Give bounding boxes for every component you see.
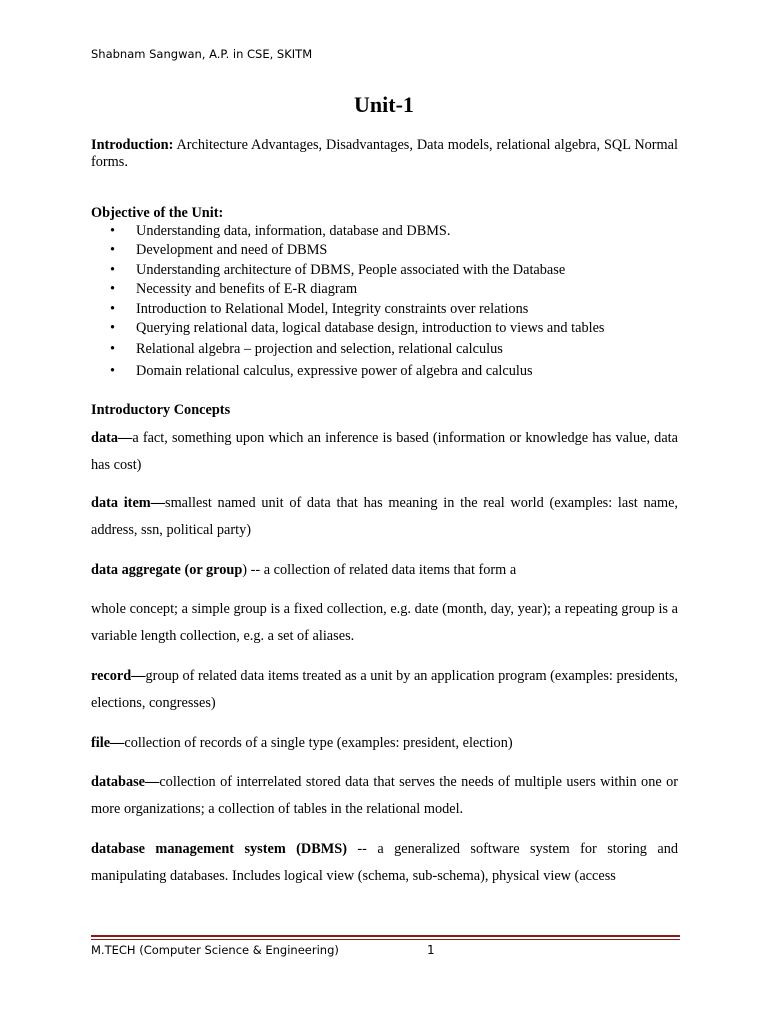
definition-text: ) -- a collection of related data items that form a <box>242 562 517 578</box>
definition-text: -- a generalized software system for storing and manipulating databases. Includes logical view (schema, sub-schema), physical view (access <box>91 841 678 884</box>
objective-item: • Understanding data, information, database and DBMS. <box>110 222 604 241</box>
definition-record <box>91 663 678 717</box>
definition-term: record— <box>91 668 146 684</box>
objective-item: • Development and need of DBMS <box>110 241 604 260</box>
objective-item: • Understanding architecture of DBMS, People associated with the Database <box>110 261 604 280</box>
definition-term: data item— <box>91 495 165 511</box>
unit-title: Unit-1 <box>354 92 414 117</box>
definition-data-aggregate-continued <box>91 596 678 650</box>
definition-data-item <box>91 490 678 544</box>
footer-rule-thin <box>91 939 680 940</box>
definition-term: data— <box>91 430 133 446</box>
page-header-author: Shabnam Sangwan, A.P. in CSE, SKITM <box>91 47 313 61</box>
definition-text: a fact, something upon which an inference is based (information or knowledge has value, data has cost) <box>91 430 678 473</box>
definition-file <box>91 730 678 757</box>
definition-text: collection of records of a single type (examples: president, election) <box>124 735 513 751</box>
objective-item: • Introduction to Relational Model, Integrity constraints over relations <box>110 300 604 319</box>
definition-text: group of related data items treated as a unit by an application program (examples: presidents, elections, congresses) <box>91 668 678 711</box>
definition-term: database— <box>91 774 160 790</box>
definition-data-aggregate <box>91 557 678 584</box>
introduction-text: Architecture Advantages, Disadvantages, Data models, relational algebra, SQL Normal forms. <box>91 137 678 170</box>
definition-data <box>91 425 678 479</box>
definition-text: collection of interrelated stored data that serves the needs of multiple users within one or more organizations; a collection of tables in the relational model. <box>91 774 678 817</box>
objective-item: • Domain relational calculus, expressive power of algebra and calculus <box>110 362 604 384</box>
definition-text: smallest named unit of data that has meaning in the real world (examples: last name, address, ssn, political party) <box>91 495 678 538</box>
definition-dbms <box>91 836 678 890</box>
objective-item: • Querying relational data, logical database design, introduction to views and tables <box>110 319 604 341</box>
objective-item: • Relational algebra – projection and selection, relational calculus <box>110 340 604 362</box>
objective-heading: Objective of the Unit: <box>91 205 224 221</box>
introduction-label: Introduction: <box>91 137 174 153</box>
footer-rule <box>91 935 680 937</box>
objective-list <box>110 222 604 383</box>
definition-term: database management system (DBMS) <box>91 841 347 857</box>
objective-item: • Necessity and benefits of E-R diagram <box>110 280 604 299</box>
definition-term: file— <box>91 735 125 751</box>
page-number: 1 <box>427 943 435 957</box>
introductory-concepts-heading: Introductory Concepts <box>91 402 231 418</box>
definition-text: whole concept; a simple group is a fixed collection, e.g. date (month, day, year); a repeating group is a variable length collection, e.g. a set of aliases. <box>91 601 678 644</box>
introduction-paragraph <box>91 137 678 171</box>
footer-program: M.TECH (Computer Science & Engineering) <box>91 943 339 957</box>
definition-database <box>91 769 678 823</box>
definition-term: data aggregate (or group <box>91 562 243 578</box>
